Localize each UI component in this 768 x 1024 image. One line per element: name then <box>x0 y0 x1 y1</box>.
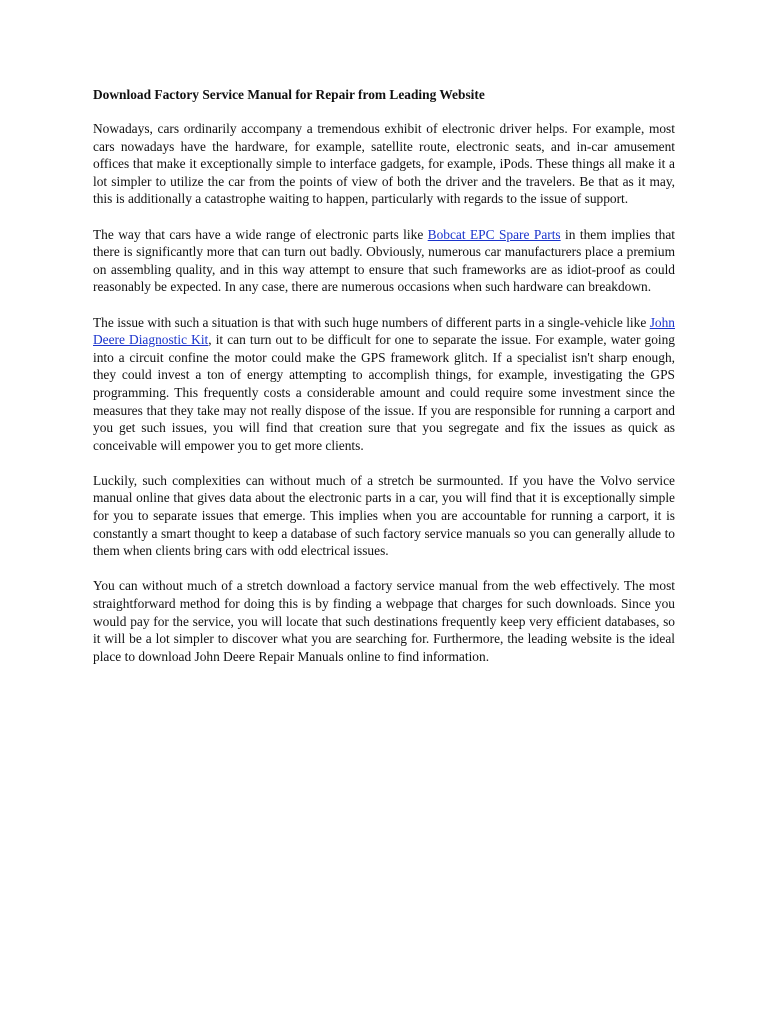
paragraph-2-after: in them implies that there is significantly more that can turn out badly. Obviously, numerous car manufacturers place a premium on assembling quality, and in this way attempt to ensure that such frameworks are as idiot-proof as could reasonably be expected. In any case, there are numerous occasions when such hardware can breakdown. <box>93 226 675 295</box>
bobcat-epc-link[interactable]: Bobcat EPC Spare Parts <box>427 226 561 242</box>
paragraph-1-text: Nowadays, cars ordinarily accompany a tremendous exhibit of electronic driver helps. For example, most cars nowadays have the hardware, for example, satellite route, electronic seats, and in-car amusement offices that make it exceptionally simple to interface gadgets, for example, iPods. These things all make it a lot simpler to utilize the car from the points of view of both the driver and the travelers. Be that as it may, this is additionally a catastrophe waiting to happen, particularly with regards to the issue of support. <box>93 121 675 207</box>
paragraph-1 <box>93 120 675 208</box>
document-title: Download Factory Service Manual for Repair from Leading Website <box>93 87 485 102</box>
paragraph-3-before: The issue with such a situation is that with such huge numbers of different parts in a single-vehicle like <box>93 314 650 330</box>
paragraph-2 <box>93 226 675 296</box>
paragraph-4 <box>93 472 675 560</box>
paragraph-5 <box>93 577 675 665</box>
john-deere-diagnostic-link[interactable]: John Deere Diagnostic Kit <box>93 314 675 348</box>
paragraph-5-text: You can without much of a stretch download a factory service manual from the web effectively. The most straightforward method for doing this is by finding a webpage that charges for such downloads. Since you would pay for the service, you will locate that such destinations frequently keep very efficient databases, so it will be a lot simpler to discover what you are searching for. Furthermore, the leading website is the ideal place to download John Deere Repair Manuals online to find information. <box>93 578 675 664</box>
document-page <box>93 86 675 683</box>
paragraph-3-after: , it can turn out to be difficult for one to separate the issue. For example, water going into a circuit confine the motor could make the GPS framework glitch. If a specialist isn't sharp enough, they could invest a ton of energy attempting to accomplish things, for example, investigating the GPS programming. This frequently costs a considerable amount and could require some investment since the measures that they take may not really dispose of the issue. If you are responsible for running a carport and you get such issues, you will find that creation sure that you segregate and fix the issues as quick as conceivable will empower you to get more clients. <box>93 332 675 453</box>
paragraph-2-before: The way that cars have a wide range of electronic parts like <box>93 226 428 242</box>
paragraph-3 <box>93 314 675 455</box>
paragraph-4-text: Luckily, such complexities can without much of a stretch be surmounted. If you have the Volvo service manual online that gives data about the electronic parts in a car, you will find that it is exceptionally simple for you to separate issues that emerge. This implies when you are accountable for running a carport, it is constantly a smart thought to keep a database of such factory service manuals so you can generally allude to them when clients bring cars with odd electrical issues. <box>93 472 675 559</box>
